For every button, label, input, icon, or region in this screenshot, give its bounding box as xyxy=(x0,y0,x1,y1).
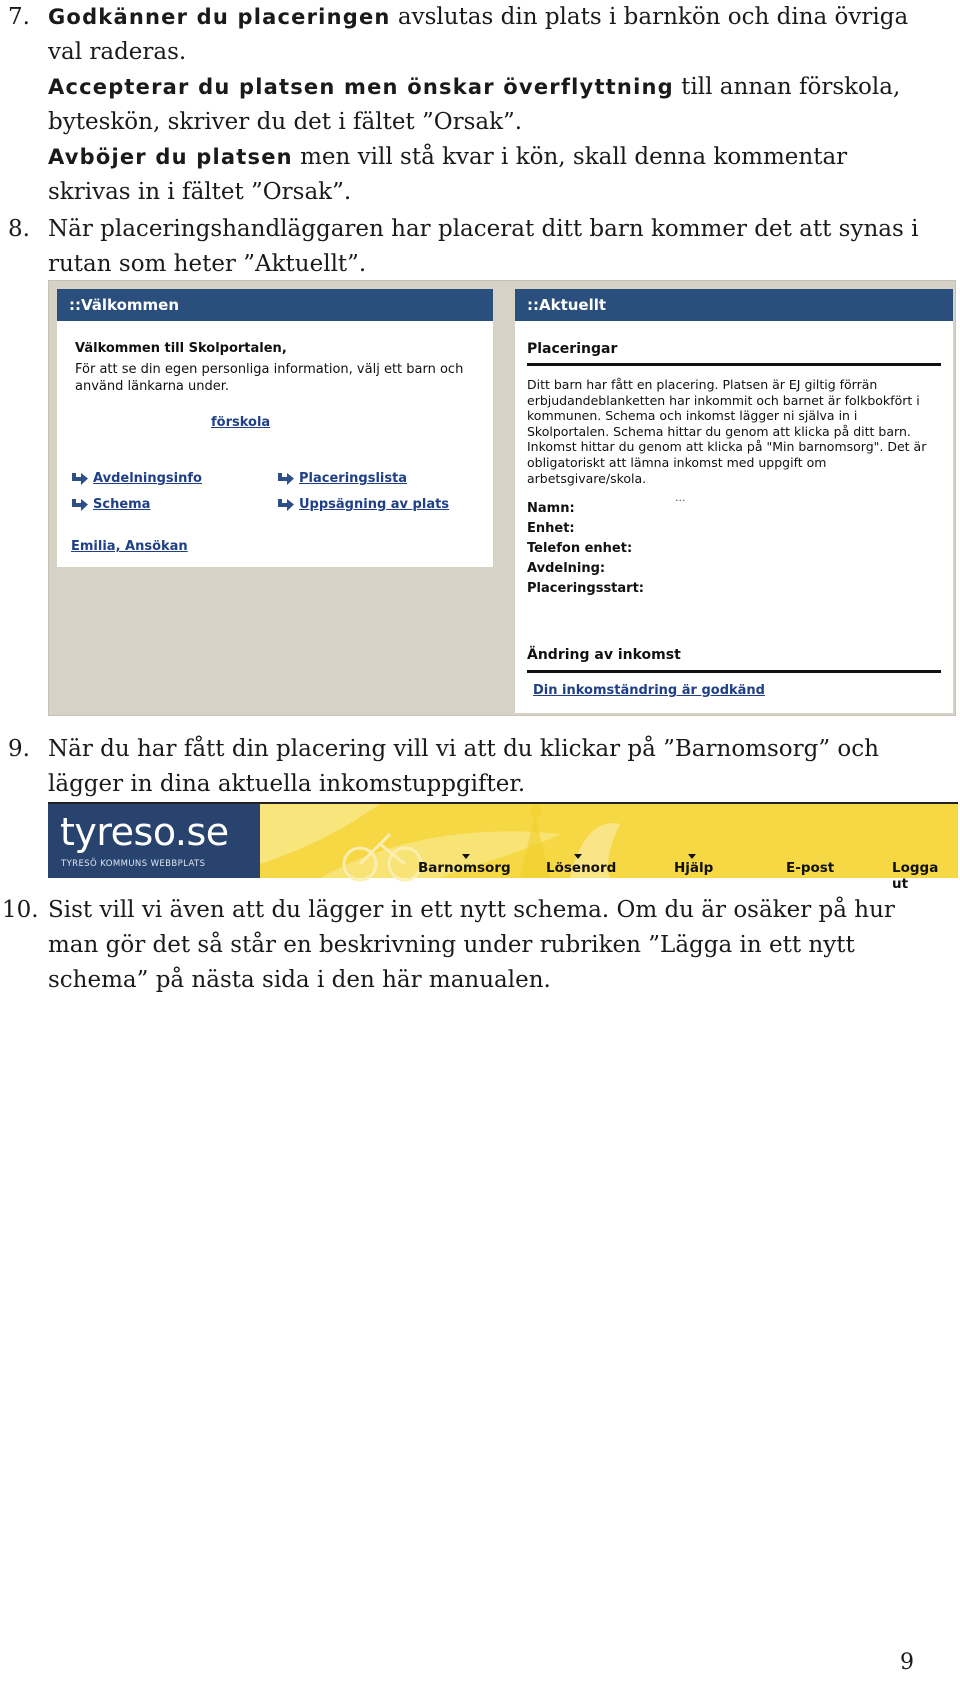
school-link[interactable]: förskola xyxy=(211,415,271,430)
field-telefon: Telefon enhet: xyxy=(527,541,633,556)
arrow-right-icon xyxy=(71,498,89,512)
list-number: 7. xyxy=(8,4,30,30)
arrow-right-icon xyxy=(277,472,295,486)
tyreso-logo[interactable] xyxy=(48,804,260,878)
sentence-decline xyxy=(48,140,930,210)
menu-logga-ut[interactable]: Logga ut xyxy=(892,860,939,892)
income-title: Ändring av inkomst xyxy=(527,647,681,663)
placements-text: Ditt barn har fått en placering. Platsen är EJ giltig förrän erbjudandeblanketten har inkommit och barnet är folkbokfört i kommunen. Schema och inkomst lägger ni själva in i Skolportalen. Schema hittar du genom att klicka på ditt barn. Inkomst hittar du genom att klicka på "Min barnomsorg". Det är obligatoriskt att lämna inkomst med uppgift om arbetsgivare/skola. xyxy=(527,377,927,486)
welcome-text: För att se din egen personliga information, välj ett barn och använd länkarna under. xyxy=(75,362,464,394)
uppsagning-label: Uppsägning av plats xyxy=(299,497,450,512)
divider xyxy=(527,363,941,366)
chevron-down-icon xyxy=(688,854,696,859)
list-number: 10. xyxy=(2,897,39,923)
menu-barnomsorg[interactable]: Barnomsorg xyxy=(418,860,511,876)
list-number: 8. xyxy=(8,216,30,242)
menu-losenord[interactable]: Lösenord xyxy=(546,860,617,876)
field-avdelning: Avdelning: xyxy=(527,561,606,576)
list-item-9 xyxy=(0,732,930,802)
list-text: Sist vill vi även att du lägger in ett nytt schema. Om du är osäker på hur man gör det så står en beskrivning under rubriken ”Lägga in ett nytt schema” på nästa sida i den här manualen. xyxy=(48,897,895,993)
sentence-approve xyxy=(48,0,930,70)
current-panel xyxy=(515,289,953,713)
avdelningsinfo-link[interactable] xyxy=(71,471,202,486)
sentence-text: avslutas din plats i barnkön och dina övriga val raderas. xyxy=(48,4,909,65)
arrow-right-icon xyxy=(71,472,89,486)
sentence-text: till annan förskola, byteskön, skriver du det i fältet ”Orsak”. xyxy=(48,74,901,135)
income-link[interactable]: Din inkomständring är godkänd xyxy=(533,683,765,698)
menu-epost[interactable]: E-post xyxy=(786,860,835,876)
bold-phrase-decline: Avböjer du platsen xyxy=(48,145,293,169)
sentence-transfer xyxy=(48,70,930,140)
menu-hjalp[interactable]: Hjälp xyxy=(674,860,714,876)
logo-text: tyreso.se xyxy=(60,810,229,854)
list-item-7 xyxy=(0,0,930,205)
divider xyxy=(527,670,941,673)
field-placeringsstart: Placeringsstart: xyxy=(527,581,644,596)
ellipsis: ... xyxy=(675,491,686,504)
portal-screenshot xyxy=(48,280,956,716)
tyreso-banner xyxy=(48,802,958,892)
welcome-title: Välkommen till Skolportalen, xyxy=(75,341,287,356)
chevron-down-icon xyxy=(574,854,582,859)
current-panel-header: ::Aktuellt xyxy=(515,289,953,321)
placeringslista-link[interactable] xyxy=(277,471,407,486)
chevron-down-icon xyxy=(462,854,470,859)
child-link[interactable]: Emilia, Ansökan xyxy=(71,539,188,554)
list-text: När placeringshandläggaren har placerat ditt barn kommer det att synas i rutan som heter ”Aktuellt”. xyxy=(48,216,919,277)
avdelningsinfo-label: Avdelningsinfo xyxy=(93,471,202,486)
schema-label: Schema xyxy=(93,497,151,512)
list-item-8 xyxy=(0,212,930,282)
page-number: 9 xyxy=(900,1650,914,1675)
list-number: 9. xyxy=(8,736,30,762)
placements-title: Placeringar xyxy=(527,341,618,357)
bold-phrase-transfer: Accepterar du platsen men önskar överflyttning xyxy=(48,75,674,99)
list-item-10 xyxy=(0,893,930,1003)
welcome-panel xyxy=(57,289,493,567)
welcome-panel-header: ::Välkommen xyxy=(57,289,493,321)
list-text: När du har fått din placering vill vi att du klickar på ”Barnomsorg” och lägger in dina aktuella inkomstuppgifter. xyxy=(48,736,879,797)
schema-link[interactable] xyxy=(71,497,150,512)
bold-phrase-approve: Godkänner du placeringen xyxy=(48,5,391,29)
field-namn: Namn: xyxy=(527,501,575,516)
field-enhet: Enhet: xyxy=(527,521,575,536)
placeringslista-label: Placeringslista xyxy=(299,471,408,486)
list-text xyxy=(48,0,930,210)
uppsagning-link[interactable] xyxy=(277,497,449,512)
logo-subtitle: TYRESÖ KOMMUNS WEBBPLATS xyxy=(61,859,206,869)
sentence-text: men vill stå kvar i kön, skall denna kommentar skrivas in i fältet ”Orsak”. xyxy=(48,144,848,205)
arrow-right-icon xyxy=(277,498,295,512)
